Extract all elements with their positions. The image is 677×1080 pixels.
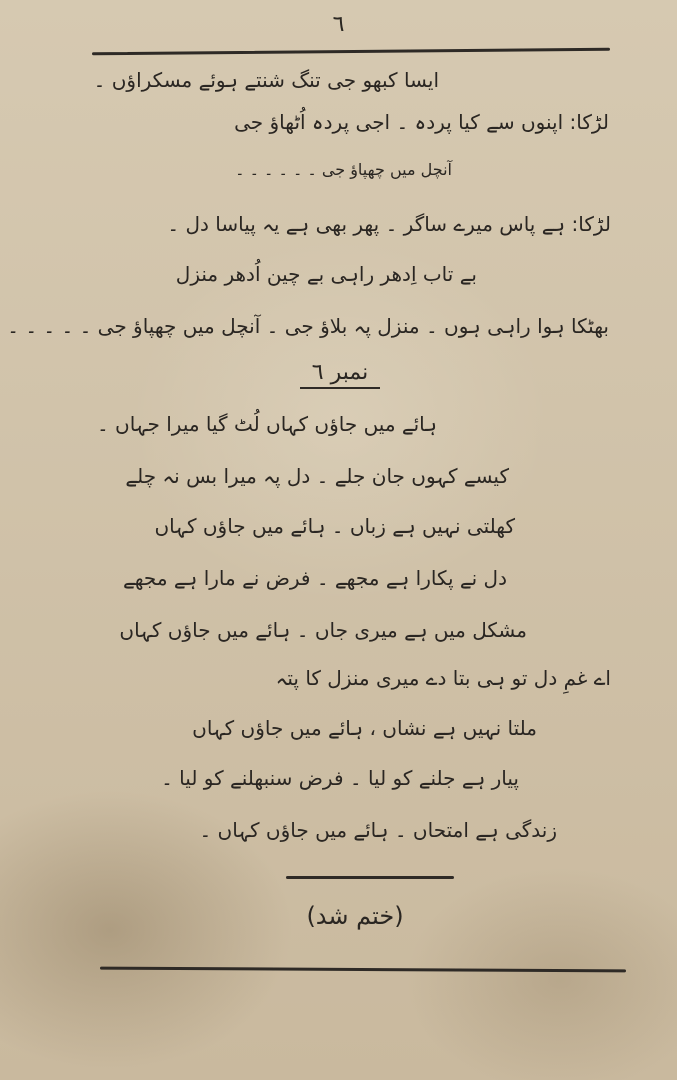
top-rule	[92, 48, 610, 56]
song-line: کھلتی نہیں ہے زباں ۔ ہائے میں جاؤں کہاں	[154, 514, 515, 538]
song-line: پیار ہے جلنے کو لیا ۔ فرض سنبھلنے کو لیا ۔	[161, 766, 519, 790]
bottom-rule	[100, 967, 626, 973]
text-line: آنچل میں چھپاؤ جی ۔ ۔ ۔ ۔ ۔ ۔	[235, 160, 452, 179]
text-line: لڑکا: اپنوں سے کیا پردہ ۔ اجی پردہ اُٹھاؤ جی	[234, 110, 609, 134]
song-line: مشکل میں ہے میری جاں ۔ ہائے میں جاؤں کہاں	[119, 618, 527, 642]
text-line: لڑکا: ہے پاس میرے ساگر ۔ پھر بھی ہے یہ پیاسا دل ۔	[167, 212, 611, 236]
end-rule	[286, 876, 454, 879]
page-number: ٦	[332, 12, 345, 37]
end-mark: (ختم شد)	[306, 902, 404, 930]
song-line: کیسے کہوں جان جلے ۔ دل پہ میرا بس نہ چلے	[125, 464, 509, 488]
text-line: ایسا کبھو جی تنگ شنتے ہوئے مسکراؤں ۔	[93, 68, 439, 92]
text-line: بھٹکا ہوا راہی ہوں ۔ منزل پہ بلاؤ جی ۔ آنچل میں چھپاؤ جی ۔ ۔ ۔ ۔ ۔	[7, 314, 609, 338]
song-line: اے غمِ دل تو ہی بتا دے میری منزل کا پتہ	[275, 666, 611, 690]
section-heading: نمبر ٦	[300, 360, 380, 389]
song-line: زندگی ہے امتحاں ۔ ہائے میں جاؤں کہاں ۔	[199, 818, 557, 842]
text-line: بے تاب اِدھر راہی بے چین اُدھر منزل	[175, 262, 477, 286]
song-line: ملتا نہیں ہے نشاں ، ہائے میں جاؤں کہاں	[192, 716, 537, 740]
song-line: دل نے پکارا ہے مجھے ۔ فرض نے مارا ہے مجھے	[122, 566, 507, 590]
song-line: ہائے میں جاؤں کہاں لُٹ گیا میرا جہاں ۔	[96, 412, 437, 436]
